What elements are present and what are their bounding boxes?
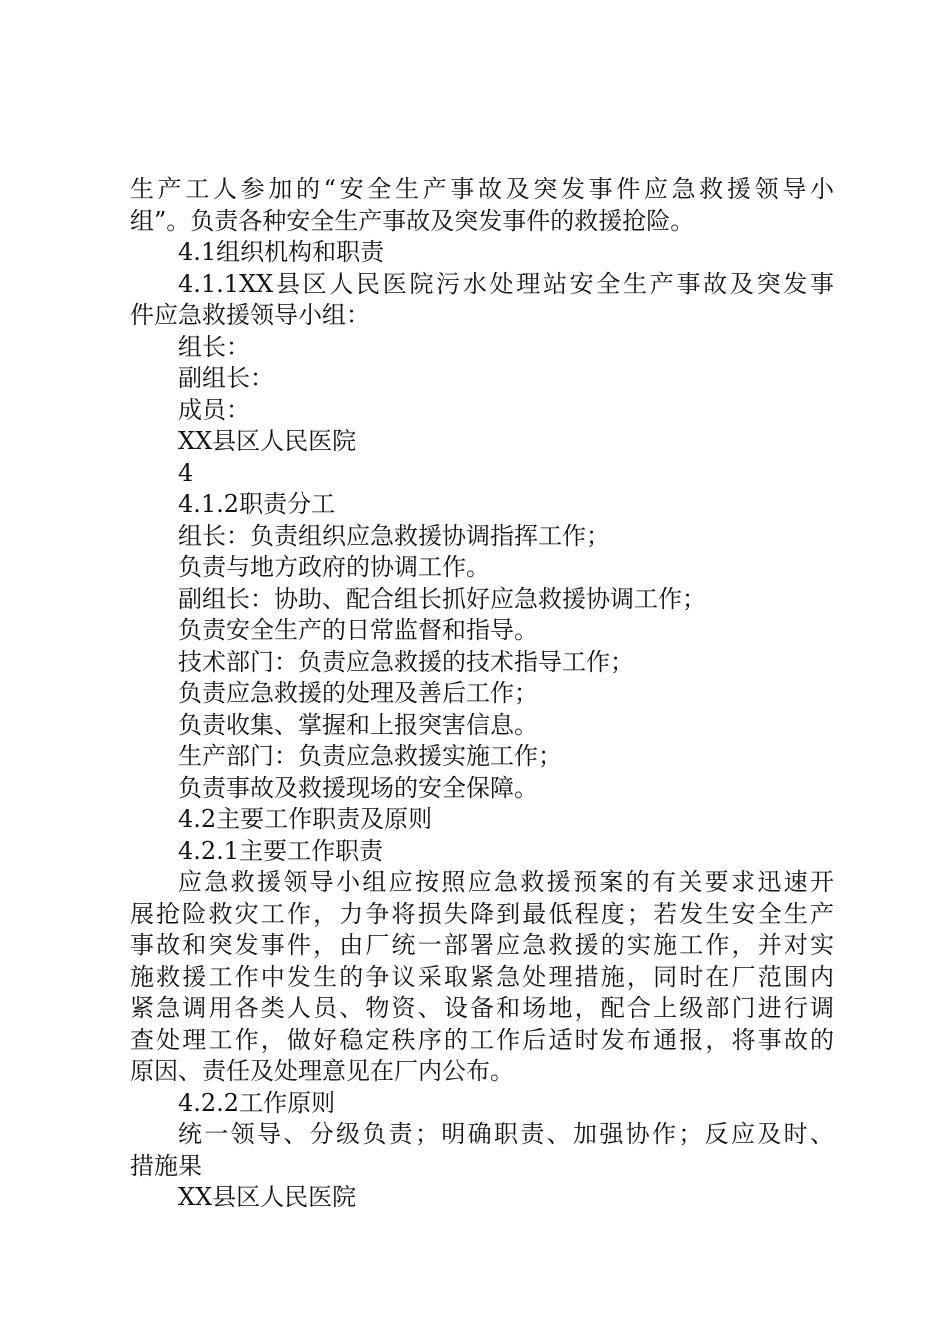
text-line: 措施果 bbox=[130, 1151, 202, 1180]
text-line: 负责安全生产的日常监督和指导。 bbox=[178, 616, 538, 644]
text-line: 负责收集、掌握和上报突害信息。 bbox=[178, 710, 538, 739]
text-line: 4.1.1XX县区人民医院污水处理站安全生产事故及突发事 bbox=[178, 269, 834, 298]
text-line: 紧急调用各类人员、物资、设备和场地，配合上级部门进行调 bbox=[130, 994, 834, 1022]
text-line: 展抢险救灾工作，力争将损失降到最低程度；若发生安全生产 bbox=[130, 899, 834, 928]
text-line: 原因、责任及处理意见在厂内公布。 bbox=[130, 1057, 514, 1085]
text-line: 4 bbox=[178, 458, 194, 487]
text-line: 查处理工作，做好稳定秩序的工作后适时发布通报，将事故的 bbox=[130, 1025, 834, 1054]
text-line: 副组长： bbox=[178, 364, 274, 392]
text-line: 成员： bbox=[178, 395, 250, 424]
text-line: 负责与地方政府的协调工作。 bbox=[178, 553, 490, 581]
text-line: 应急救援领导小组应按照应急救援预案的有关要求迅速开 bbox=[178, 868, 834, 896]
text-line: 组长：负责组织应急救援协调指挥工作； bbox=[178, 521, 610, 550]
text-line: 4.2.2工作原则 bbox=[178, 1088, 336, 1117]
text-line: XX县区人民医院 bbox=[178, 427, 357, 455]
text-line: 统一领导、分级负责；明确职责、加强协作；反应及时、 bbox=[178, 1120, 834, 1148]
text-line: XX县区人民医院 bbox=[178, 1183, 357, 1211]
text-line: 技术部门：负责应急救援的技术指导工作； bbox=[178, 647, 634, 676]
text-line: 副组长：协助、配合组长抓好应急救援协调工作； bbox=[178, 584, 706, 613]
text-line: 件应急救援领导小组： bbox=[130, 301, 370, 329]
text-line: 生产工人参加的“安全生产事故及突发事件应急救援领导小 bbox=[130, 175, 834, 203]
text-line: 负责事故及救援现场的安全保障。 bbox=[178, 773, 538, 802]
text-line: 4.1组织机构和职责 bbox=[178, 238, 385, 266]
text-line: 4.1.2职责分工 bbox=[178, 490, 336, 518]
text-line: 4.2.1主要工作职责 bbox=[178, 836, 384, 865]
text-line: 组”。负责各种安全生产事故及突发事件的救援抢险。 bbox=[130, 206, 695, 235]
text-line: 负责应急救援的处理及善后工作； bbox=[178, 679, 538, 707]
text-line: 生产部门：负责应急救援实施工作； bbox=[178, 742, 562, 770]
text-line: 施救援工作中发生的争议采取紧急处理措施，同时在厂范围内 bbox=[130, 962, 834, 991]
text-line: 事故和突发事件，由厂统一部署应急救援的实施工作，并对实 bbox=[130, 931, 834, 959]
text-line: 4.2主要工作职责及原则 bbox=[178, 805, 433, 833]
document-body bbox=[130, 174, 834, 1214]
text-line: 组长： bbox=[178, 332, 250, 361]
